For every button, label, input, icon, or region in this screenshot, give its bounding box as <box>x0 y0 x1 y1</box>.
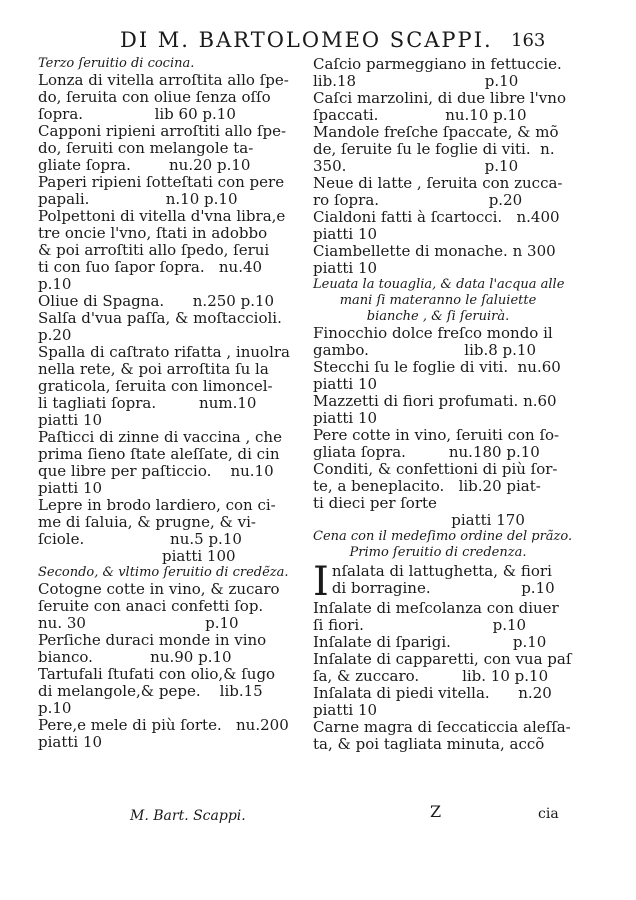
text-line: papali. n.10 p.10 <box>38 190 238 208</box>
text-line: gliate ſopra. nu.20 p.10 <box>38 156 251 174</box>
text-line: ſa, & zuccaro. lib. 10 p.10 <box>313 667 549 685</box>
text-line: piatti 10 <box>313 259 378 277</box>
text-line: ſpaccati. nu.10 p.10 <box>313 106 527 124</box>
text-line: Inſalate di ſparigi. p.10 <box>313 633 547 651</box>
text-line: Stecchi ſu le foglie di viti. nu.60 <box>313 358 561 376</box>
text-line: Ciambellette di monache. n 300 <box>313 242 556 260</box>
text-line: Mandole freſche ſpaccate, & mõ <box>313 123 559 141</box>
text-line: prima ſieno ſtate aleſſate, di cin <box>38 445 280 463</box>
text-line: nu. 30 p.10 <box>38 614 239 632</box>
text-line: gambo. lib.8 p.10 <box>313 341 537 359</box>
text-line: li tagliati ſopra. num.10 <box>38 394 257 412</box>
text-line: lib.18 p.10 <box>313 72 519 90</box>
text-line: Lepre in brodo lardiero, con ci- <box>38 496 276 514</box>
section-heading: Leuata la touaglia, & data l'acqua alle <box>313 277 565 292</box>
text-line: Perſiche duraci monde in vino <box>38 631 267 649</box>
text-line: graticola, ſeruita con limoncel- <box>38 377 273 395</box>
text-line: p.20 <box>38 326 72 344</box>
text-line: Paperi ripieni ſotteſtati con pere <box>38 173 285 191</box>
text-line: Polpettoni di vitella d'vna libra,e <box>38 207 286 225</box>
text-line: Oliue di Spagna. n.250 p.10 <box>38 292 275 310</box>
dropcap-line: nſalata di lattughetta, & fiori <box>331 562 552 580</box>
signature-mark: Z <box>430 802 442 821</box>
text-line: ſeruite con anaci confetti ſop. <box>38 597 264 615</box>
text-line: gliata ſopra. nu.180 p.10 <box>313 443 540 461</box>
text-line: piatti 10 <box>313 409 378 427</box>
dropcap-line: di borragine. p.10 <box>331 579 555 597</box>
text-line: ſopra. lib 60 p.10 <box>38 105 236 123</box>
right-column <box>313 55 573 753</box>
text-line: p.10 <box>38 699 72 717</box>
text-line: tre oncie l'vno, ſtati in adobbo <box>38 224 268 242</box>
right-column-upper <box>313 55 573 561</box>
text-line: bianco. nu.90 p.10 <box>38 648 232 666</box>
text-line: Inſalate di capparetti, con vua paſ <box>313 650 572 668</box>
section-heading: bianche , & ſi ſeruirà. <box>366 309 510 324</box>
catchword: cia <box>538 806 559 822</box>
text-line: piatti 10 <box>313 375 378 393</box>
text-line: ſi fiori. p.10 <box>313 616 527 634</box>
text-line: Lonza di vitella arroſtita allo ſpe- <box>38 71 289 89</box>
text-line: piatti 10 <box>313 225 378 243</box>
text-line: Paſticci di zinne di vaccina , che <box>38 428 282 446</box>
text-line: ta, & poi tagliata minuta, accõ <box>313 735 545 753</box>
dropcap-entry <box>313 559 563 605</box>
text-line: ti con ſuo ſapor ſopra. nu.40 <box>38 258 263 276</box>
text-line: Caſcio parmeggiano in fettuccie. <box>313 55 562 73</box>
section-heading: mani ſi materanno le ſaluiette <box>339 293 537 308</box>
section-heading: Secondo, & vltimo ſeruitio di credẽza. <box>38 565 289 580</box>
text-line: piatti 10 <box>38 411 103 429</box>
page-number: 163 <box>511 30 546 51</box>
text-line: Finocchio dolce freſco mondo il <box>313 324 553 342</box>
text-line: & poi arroſtiti allo ſpedo, ſerui <box>38 241 270 259</box>
text-line: Pere cotte in vino, ſeruiti con ſo- <box>313 426 560 444</box>
text-line: Salſa d'vua paſſa, & moſtaccioli. <box>38 309 282 327</box>
text-line: 350. p.10 <box>313 157 519 175</box>
drop-capital: I <box>313 559 329 605</box>
text-line: do, ſeruiti con melangole ta- <box>38 139 254 157</box>
section-heading: Cena con il medeſimo ordine del prãzo. <box>313 529 573 544</box>
section-heading: Terzo ſeruitio di cocina. <box>38 56 195 71</box>
text-line: piatti 10 <box>38 733 103 751</box>
text-line: Neue di latte , ſeruita con zucca- <box>313 174 563 192</box>
text-line: p.10 <box>38 275 72 293</box>
text-line: piatti 10 <box>38 479 103 497</box>
text-line: que libre per paſticcio. nu.10 <box>38 462 274 480</box>
text-line: Pere,e mele di più ſorte. nu.200 <box>38 716 289 734</box>
text-line: Carne magra di ſeccaticcia aleſſa- <box>313 718 571 736</box>
text-line: Cialdoni fatti à ſcartocci. n.400 <box>313 208 560 226</box>
text-line: Conditi, & confettioni di più ſor- <box>313 460 558 478</box>
text-line: Capponi ripieni arroſtiti allo ſpe- <box>38 122 287 140</box>
text-line: Caſci marzolini, di due libre l'vno <box>313 89 566 107</box>
running-title: DI M. BARTOLOMEO SCAPPI. <box>120 28 493 52</box>
text-line: ro ſopra. p.20 <box>313 191 523 209</box>
text-line: Tartufali ſtufati con olio,& ſugo <box>38 665 276 683</box>
text-line: Inſalata di piedi vitella. n.20 <box>313 684 552 702</box>
text-line: ſciole. nu.5 p.10 <box>38 530 242 548</box>
text-line: do, ſeruita con oliue ſenza oſſo <box>38 88 271 106</box>
text-line: te, a beneplacito. lib.20 piat- <box>313 477 541 495</box>
text-line: Inſalate di meſcolanza con diuer <box>313 599 559 617</box>
text-line: piatti 100 <box>38 547 236 565</box>
text-line: di melangole,& pepe. lib.15 <box>38 682 263 700</box>
text-line: piatti 170 <box>313 511 525 529</box>
text-line: ti dieci per ſorte <box>313 494 437 512</box>
text-line: nella rete, & poi arroſtita ſu la <box>38 360 269 378</box>
text-line: Cotogne cotte in vino, & zucaro <box>38 580 280 598</box>
left-column <box>38 56 288 751</box>
text-line: Spalla di caſtrato rifatta , inuolra <box>38 343 290 361</box>
text-line: Mazzetti di fiori profumati. n.60 <box>313 392 557 410</box>
right-column-lower <box>313 599 572 753</box>
footer-signature: M. Bart. Scappi. <box>130 808 246 824</box>
section-heading: Primo ſeruitio di credenza. <box>349 545 527 560</box>
text-line: de, ſeruite ſu le foglie di viti. n. <box>313 140 555 158</box>
text-line: me di ſaluia, & prugne, & vi- <box>38 513 256 531</box>
text-line: piatti 10 <box>313 701 378 719</box>
